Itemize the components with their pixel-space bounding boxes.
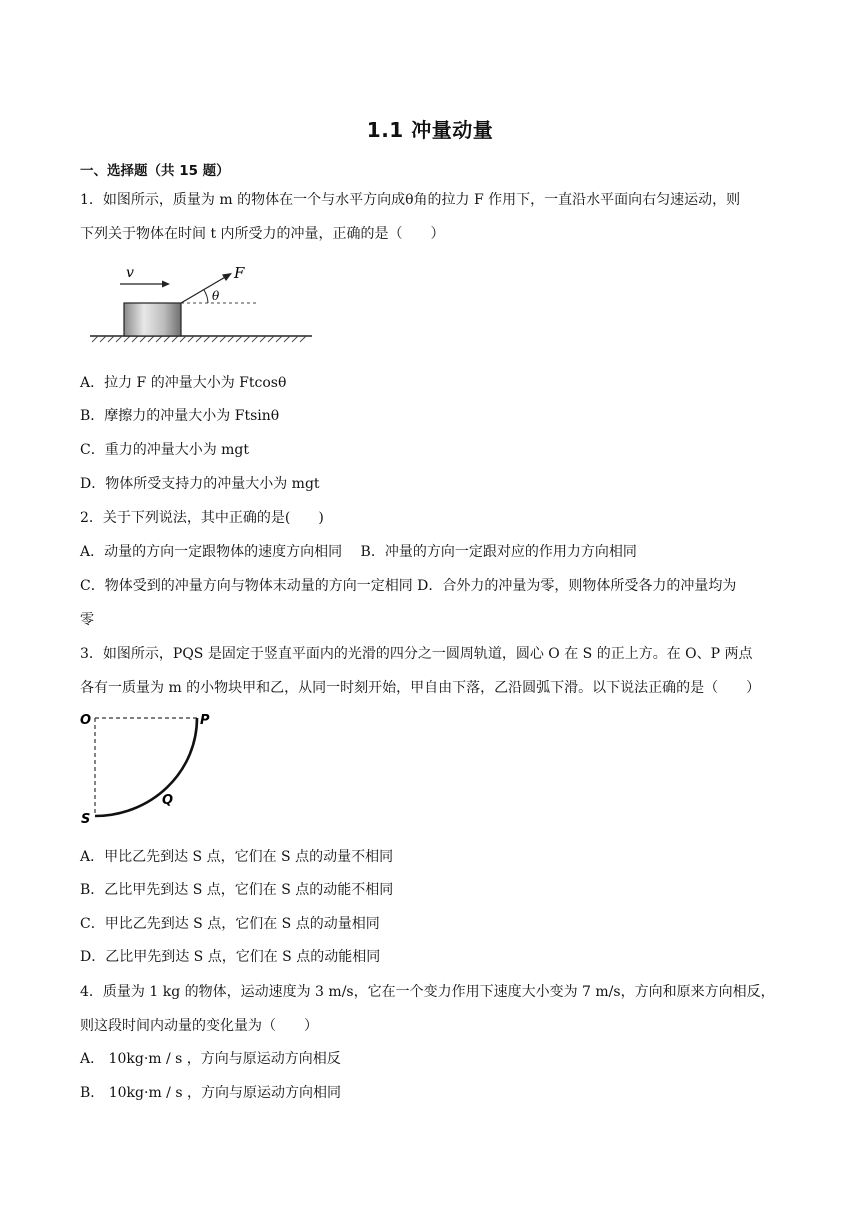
q2-stem: 2．关于下列说法，其中正确的是( ) — [80, 510, 324, 526]
q3-quarter-circle-figure — [76, 706, 226, 830]
q3-option-c: C．甲比乙先到达 S 点，它们在 S 点的动量相同 — [80, 916, 380, 932]
q4-option-b: B． 10kg·m / s ，方向与原运动方向相同 — [80, 1085, 341, 1101]
q3-stem-line1: 3．如图所示，PQS 是固定于竖直平面内的光滑的四分之一圆周轨道，圆心 O 在 S 的正上方。在 O、P 两点 — [80, 646, 753, 662]
force-label: F — [234, 264, 245, 282]
velocity-label: v — [126, 265, 134, 281]
quarter-circle-track — [95, 718, 197, 816]
label-o: O — [80, 713, 92, 728]
q1-option-c: C．重力的冲量大小为 mgt — [80, 442, 250, 458]
force-arrowhead — [222, 273, 232, 281]
q3-stem-line2: 各有一质量为 m 的小物块甲和乙，从同一时刻开始，甲自由下落，乙沿圆弧下滑。以下说法正确的是（ ） — [80, 680, 761, 696]
label-q: Q — [162, 793, 174, 808]
label-s: S — [81, 812, 91, 827]
q1-option-d: D．物体所受支持力的冲量大小为 mgt — [80, 476, 320, 492]
q3-option-d: D．乙比甲先到达 S 点，它们在 S 点的动能相同 — [80, 949, 381, 965]
q1-stem-line1: 1．如图所示，质量为 m 的物体在一个与水平方向成θ角的拉力 F 作用下，一直沿水平面向右匀速运动，则 — [80, 192, 741, 208]
q4-stem-line2: 则这段时间内动量的变化量为（ ） — [80, 1018, 318, 1034]
page-title: 1.1 冲量动量 — [366, 118, 494, 142]
ground-hatch — [92, 336, 306, 342]
block-body — [124, 303, 181, 336]
q3-option-b: B．乙比甲先到达 S 点，它们在 S 点的动能不相同 — [80, 882, 394, 898]
q1-stem-line2: 下列关于物体在时间 t 内所受力的冲量，正确的是（ ） — [80, 226, 445, 242]
angle-arc — [204, 290, 208, 303]
label-p: P — [200, 713, 210, 728]
q2-options-line1: A．动量的方向一定跟物体的速度方向相同 B．冲量的方向一定跟对应的作用力方向相同 — [80, 544, 637, 560]
q1-option-b: B．摩擦力的冲量大小为 Ftsinθ — [80, 408, 280, 424]
q4-stem-line1: 4．质量为 1 kg 的物体，运动速度为 3 m/s，它在一个变力作用下速度大小变为 7 m/s，方向和原来方向相反， — [80, 984, 775, 1000]
q3-option-a: A．甲比乙先到达 S 点，它们在 S 点的动量不相同 — [80, 849, 394, 865]
q2-options-line2: C．物体受到的冲量方向与物体末动量的方向一定相同 D．合外力的冲量为零，则物体所受各力的冲量均为 — [80, 578, 737, 594]
section-heading: 一、选择题（共 15 题） — [80, 163, 230, 179]
q2-options-line3: 零 — [80, 612, 94, 628]
q1-option-a: A．拉力 F 的冲量大小为 Ftcosθ — [80, 375, 287, 391]
force-arrow — [181, 276, 227, 303]
q4-option-a: A． 10kg·m / s ，方向与原运动方向相反 — [80, 1051, 341, 1067]
angle-label: θ — [212, 289, 220, 303]
q1-block-figure — [86, 262, 316, 346]
velocity-arrowhead — [162, 281, 170, 288]
